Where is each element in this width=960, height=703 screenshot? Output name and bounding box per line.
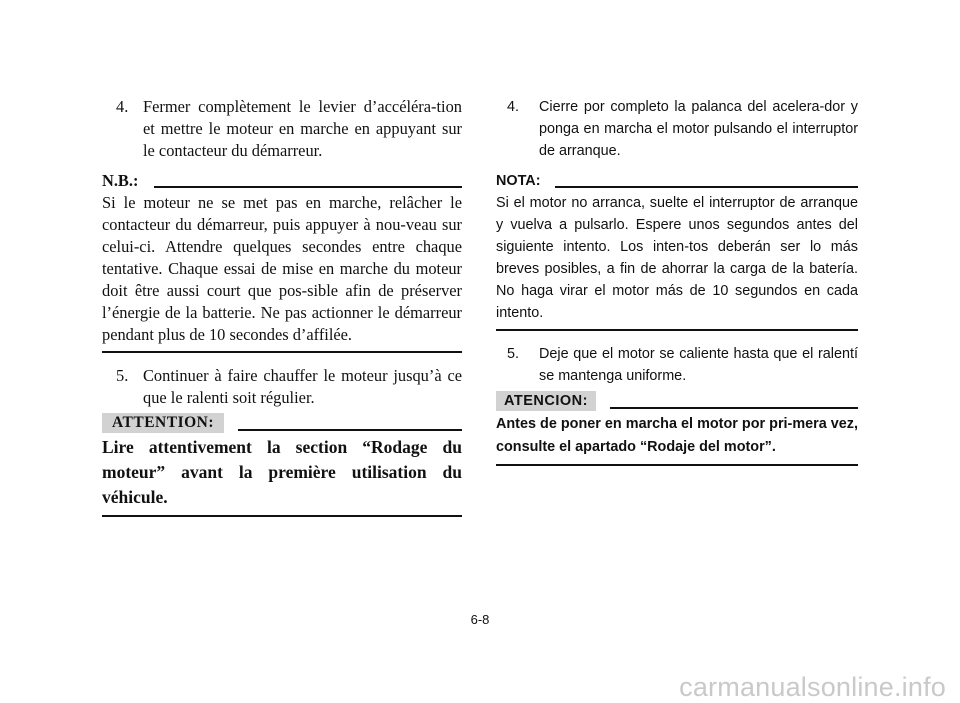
note-header-fr [102,170,462,192]
step-text: Continuer à faire chauffer le moteur jusqu’à ce que le ralenti soit régulier. [143,366,462,407]
note-label: N.B.: [102,171,139,190]
step-5-es [496,343,858,387]
step-5-fr [102,365,462,409]
caution-rule [238,429,462,431]
step-number: 4. [116,97,129,116]
step-text: Deje que el motor se caliente hasta que el ralentí se mantenga uniforme. [539,346,858,384]
spanish-column [496,96,858,478]
note-end-rule [496,329,858,331]
note-text-fr: Si le moteur ne se met pas en marche, relâcher le contacteur du démarreur, puis appuyer à nou-veau sur celui-ci. Attendre quelques secondes entre chaque tentative. Chaque essai de mise en marche du moteur doit être aussi court que pos-sible afin de préserver l’énergie de la batterie. Ne pas actionner le démarreur pendant plus de 10 secondes d’affilée. [102,193,462,344]
note-label: NOTA: [496,173,541,189]
step-number: 4. [507,99,520,115]
page-number: 6-8 [470,612,490,627]
caution-rule [610,407,858,409]
step-number: 5. [116,366,129,385]
step-text: Cierre por completo la palanca del acelera-dor y ponga en marcha el motor pulsando el interruptor de arranque. [539,99,858,159]
step-text: Fermer complètement le levier d’accéléra-tion et mettre le moteur en marche en appuyant sur le contacteur du démarreur. [143,97,462,160]
caution-badge: ATTENTION: [102,413,224,433]
step-4-es [496,96,858,162]
caution-end-rule [496,464,858,466]
note-text-es: Si el motor no arranca, suelte el interruptor de arranque y vuelva a pulsarlo. Espere unos segundos antes del siguiente intento. Los inten-tos deberán ser lo más breves posibles, a fin de ahorrar la carga de la batería. No haga virar el motor más de 10 segundos en cada intento. [496,195,858,321]
french-column [102,96,462,529]
note-rule [555,186,859,188]
caution-header-fr [102,413,462,433]
note-end-rule [102,351,462,353]
caution-text-fr: Lire attentivement la section “Rodage du moteur” avant la première utilisation du véhicule. [102,437,462,507]
step-number: 5. [507,346,520,362]
caution-header-es [496,391,858,411]
caution-text-es: Antes de poner en marcha el motor por pri-mera vez, consulte el apartado “Rodaje del motor”. [496,416,858,455]
step-4-fr [102,96,462,162]
note-rule [154,186,462,188]
note-header-es [496,170,858,192]
watermark-logo: carmanualsonline.info [679,672,946,702]
caution-end-rule [102,515,462,517]
caution-badge: ATENCION: [496,391,596,411]
